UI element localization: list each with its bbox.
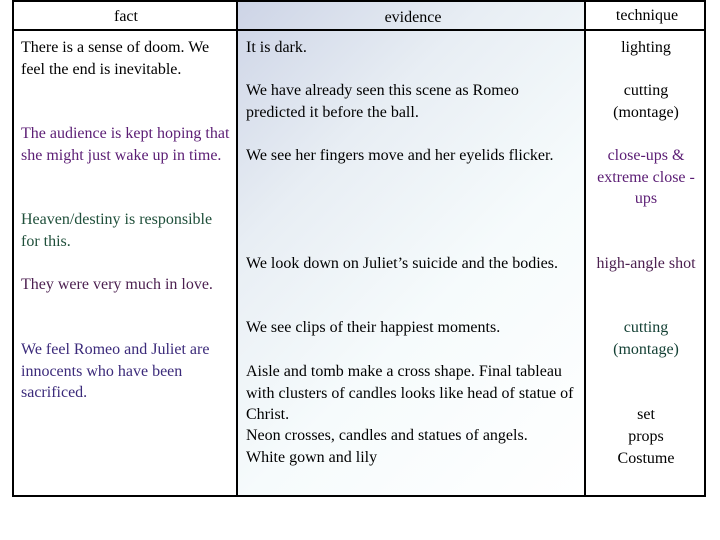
technique-high-angle: high-angle shot — [596, 255, 696, 272]
header-evidence: evidence — [384, 9, 442, 26]
evidence-white-gown: White gown and lily — [246, 449, 378, 466]
fact-hoping: The audience is kept hoping that she might just wake up in time. — [21, 125, 230, 164]
evidence-look-down: We look down on Juliet’s suicide and the bodies. — [246, 255, 558, 272]
evidence-fingers: We see her fingers move and her eyelids flicker. — [246, 147, 554, 164]
technique-close-ups: close-ups & extreme close -ups — [597, 147, 695, 207]
technique-lighting: lighting — [621, 39, 671, 56]
evidence-clips: We see clips of their happiest moments. — [246, 319, 501, 336]
evidence-dark: It is dark. — [246, 39, 307, 56]
header-fact: fact — [114, 8, 138, 25]
evidence-seen-before: We have already seen this scene as Romeo predicted it before the ball. — [246, 82, 519, 121]
fact-innocents: We feel Romeo and Juliet are innocents who have been sacrificed. — [21, 341, 210, 401]
header-technique: technique — [615, 7, 679, 24]
technique-set: set — [637, 406, 655, 423]
technique-props: props — [628, 428, 664, 445]
fact-doom: There is a sense of doom. We feel the end is inevitable. — [21, 39, 210, 78]
technique-cutting-1: cutting (montage) — [613, 82, 679, 121]
evidence-cross-shape: Aisle and tomb make a cross shape. Final tableau with clusters of candles looks like head of statue of Christ. — [246, 363, 574, 423]
technique-cutting-2: cutting (montage) — [613, 319, 679, 358]
technique-costume: Costume — [617, 450, 675, 467]
fact-destiny: Heaven/destiny is responsible for this. — [21, 211, 213, 250]
evidence-neon-crosses: Neon crosses, candles and statues of angels. — [246, 427, 528, 444]
fact-love: They were very much in love. — [21, 276, 213, 293]
